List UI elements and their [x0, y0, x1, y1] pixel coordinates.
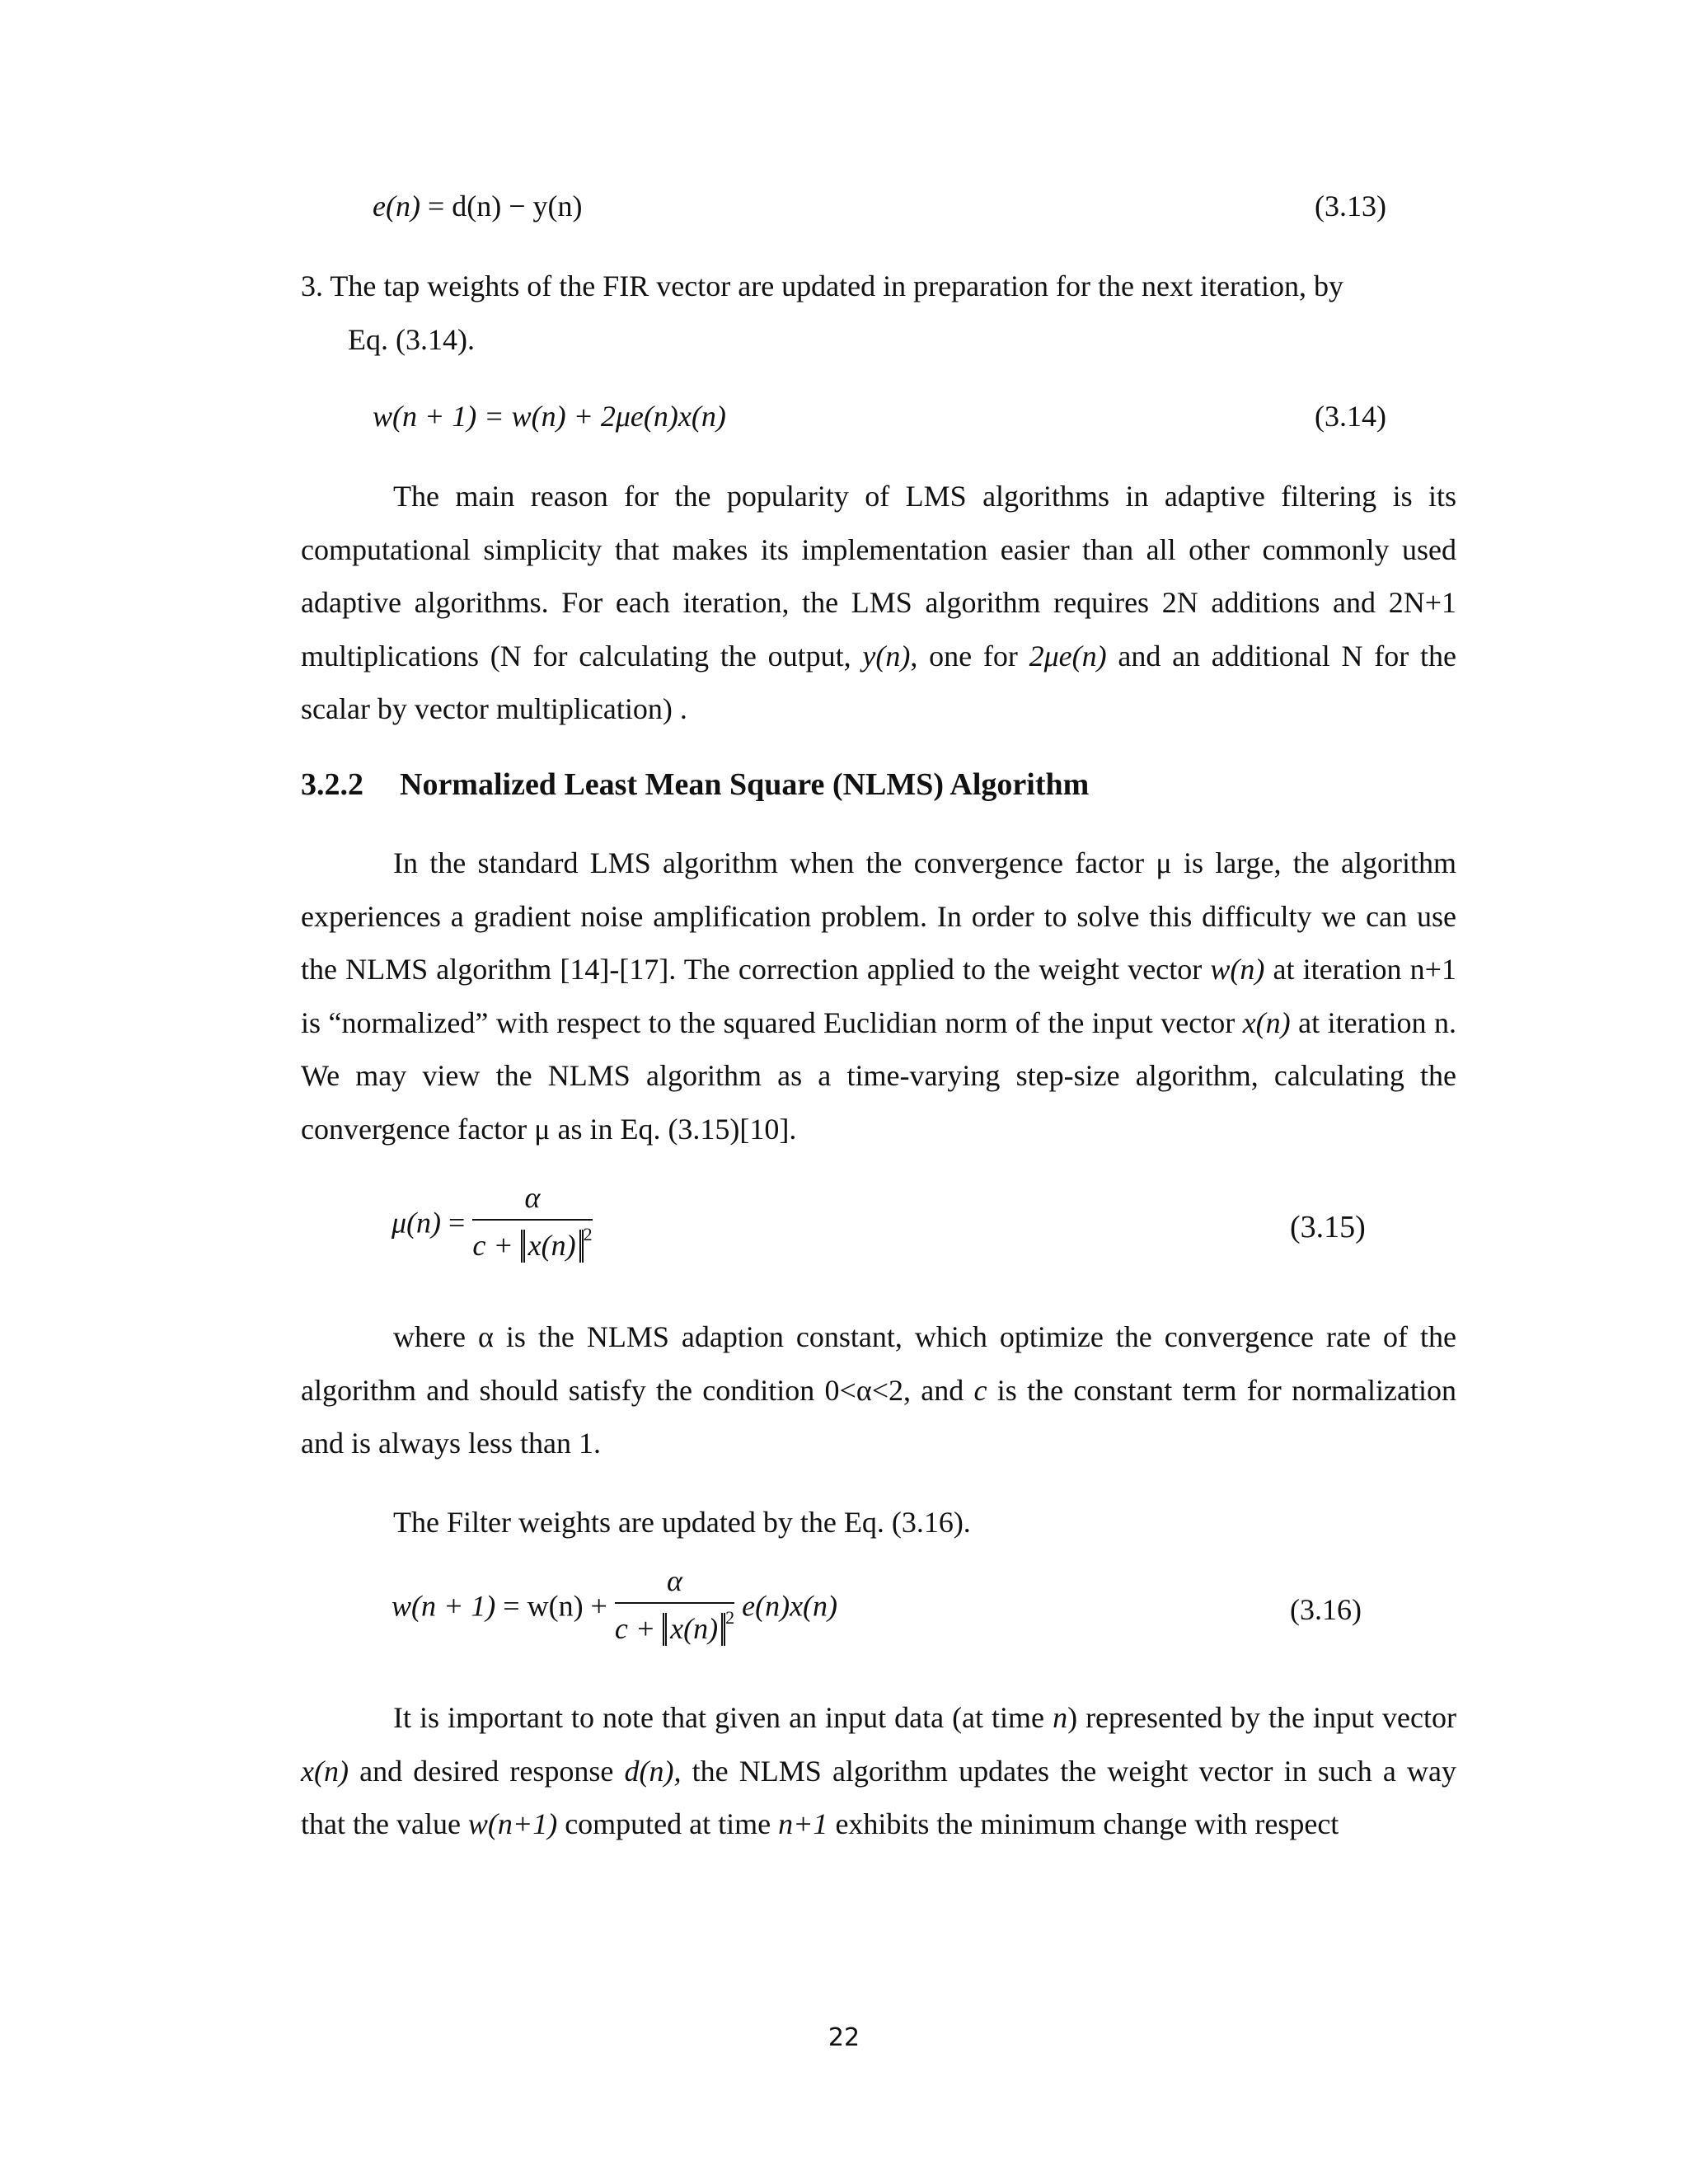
list-item-text-line1: The tap weights of the FIR vector are updated in preparation for the next iteration, by — [330, 269, 1343, 302]
para4-text-1: The Filter weights are updated by the Eq. (3.16). — [393, 1506, 971, 1539]
list-marker: 3. — [301, 269, 323, 302]
eq-3-15-norm: x(n) — [521, 1230, 584, 1263]
eq-3-16-norm: x(n) — [663, 1613, 725, 1646]
para5-text-1: It is important to note that given an input data (at time — [393, 1701, 1053, 1734]
para5-text-4: the NLMS algorithm updates the weight vector in such a way that the value — [301, 1754, 1456, 1840]
eq-3-14-lhs: w(n + 1) — [373, 400, 477, 433]
para2-text-1: In the standard LMS algorithm when the convergence factor μ is large, the algorithm experiences a gradient noise amplification problem. In order to solve this difficulty we can use the NLMS algorithm [14]-[17]. The correction applied to the weight vector — [301, 846, 1456, 986]
eq-3-15-sup: 2 — [583, 1224, 593, 1244]
para5-italic-xn: x(n) — [301, 1754, 349, 1788]
equation-number-3-15: (3.15) — [1290, 1210, 1366, 1244]
para3-text-2: is the constant term for normalization and is always less than 1. — [301, 1373, 1457, 1460]
para1-text-1: The main reason for the popularity of LMS algorithms in adaptive filtering is its computational simplicity that makes its implementation easier than all other commonly used adaptive algorithms. For each iteration, the LMS algorithm requires 2N additions and 2N+1 multiplications (N for calculating the output, — [301, 480, 1456, 673]
para5-text-3: and desired response — [348, 1754, 625, 1788]
equation-number-3-14: (3.14) — [1315, 400, 1386, 433]
eq-3-16-den-c: c + — [614, 1612, 656, 1645]
section-heading — [301, 769, 1089, 800]
para5-italic-dn: d(n), — [624, 1754, 682, 1788]
para5-italic-wn1: w(n+1) — [467, 1807, 558, 1840]
page-number: 22 — [828, 2023, 860, 2052]
equation-3-15 — [392, 1183, 593, 1263]
paragraph-filter-weights — [301, 1496, 1456, 1549]
paragraph-lms-popularity — [301, 470, 1456, 736]
para2-text-2: at iteration n+1 is “normalized” with respect to the squared Euclidian norm of the input vector — [301, 953, 1456, 1039]
eq-3-16-numerator: α — [615, 1566, 734, 1604]
eq-3-13-lhs: e(n) — [373, 190, 420, 223]
eq-3-15-den-c: c + — [472, 1229, 513, 1262]
eq-3-16-sup: 2 — [725, 1607, 735, 1628]
para1-text-3: and an additional N for the scalar by vector multiplication) . — [301, 639, 1456, 725]
para5-text-2: ) represented by the input vector — [1067, 1701, 1456, 1734]
section-title: Normalized Least Mean Square (NLMS) Algorithm — [400, 767, 1090, 802]
eq-3-15-fraction — [472, 1183, 592, 1263]
list-item-3 — [301, 260, 1343, 312]
paragraph-nlms-intro — [301, 837, 1456, 1155]
eq-3-16-denominator — [615, 1604, 734, 1646]
para2-text-3: at iteration n. We may view the NLMS algorithm as a time-varying step-size algorithm, calculating the convergence factor μ as in Eq. (3.15)[10]. — [301, 1005, 1457, 1146]
eq-3-16-lhs: w(n + 1) — [392, 1589, 496, 1623]
eq-3-15-lhs: μ(n) — [392, 1206, 442, 1240]
equation-3-13 — [373, 191, 583, 221]
eq-3-13-rhs: = d(n) − y(n) — [427, 190, 583, 223]
eq-3-16-fraction — [615, 1566, 734, 1646]
equation-number-3-16: (3.16) — [1290, 1593, 1362, 1626]
eq-3-15-denominator — [472, 1221, 592, 1263]
para1-italic-yn: y(n) — [862, 639, 911, 673]
para5-italic-n1: n+1 — [778, 1807, 828, 1840]
list-item-3-continuation: Eq. (3.14). — [348, 323, 475, 356]
para3-text-1: where α is the NLMS adaption constant, which optimize the convergence rate of the algorithm and should satisfy the condition 0<α<2, and — [301, 1320, 1456, 1407]
eq-3-15-equals: = — [448, 1206, 466, 1240]
equation-number-3-13: (3.13) — [1315, 190, 1386, 223]
eq-3-16-tail: e(n)x(n) — [742, 1589, 838, 1623]
para5-text-5: computed at time — [557, 1807, 779, 1840]
para2-italic-xn: x(n) — [1242, 1005, 1291, 1039]
paragraph-alpha-definition — [301, 1310, 1456, 1470]
eq-3-16-mid: = w(n) + — [503, 1589, 607, 1623]
para1-italic-2mue: 2μe(n) — [1029, 639, 1107, 673]
equation-3-14 — [373, 401, 726, 431]
para5-italic-n: n — [1053, 1701, 1068, 1734]
eq-3-14-rhs: = w(n) + 2μe(n)x(n) — [484, 400, 726, 433]
para1-text-2: , one for — [910, 639, 1029, 673]
section-number: 3.2.2 — [301, 767, 363, 802]
para5-text-6: exhibits the minimum change with respect — [828, 1807, 1339, 1840]
paragraph-nlms-minimum-change — [301, 1691, 1456, 1851]
para3-italic-c: c — [973, 1373, 987, 1407]
equation-3-16 — [392, 1566, 837, 1646]
eq-3-15-numerator: α — [472, 1183, 592, 1221]
para2-italic-wn: w(n) — [1210, 953, 1265, 986]
